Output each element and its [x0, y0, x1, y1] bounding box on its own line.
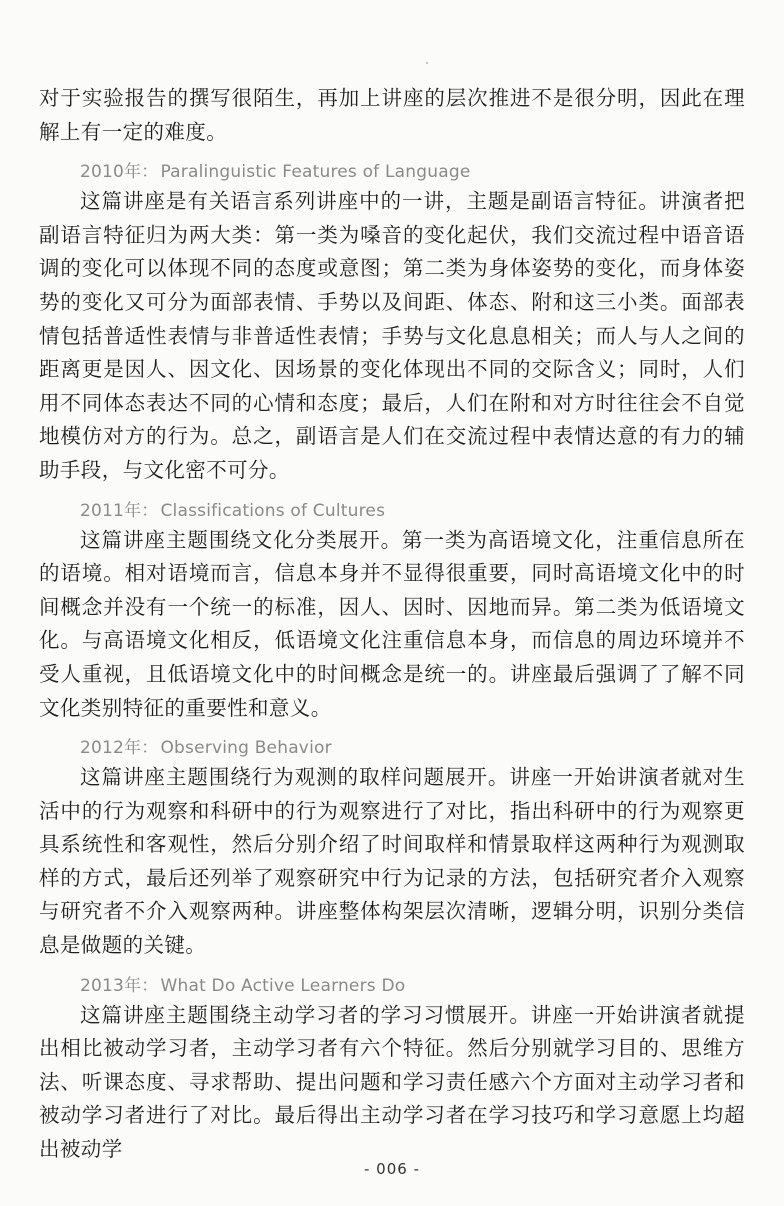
section-title: Paralinguistic Features of Language [160, 162, 471, 183]
section-heading [80, 498, 745, 524]
page-content [39, 82, 745, 1167]
section-2010 [39, 159, 745, 487]
section-heading [80, 159, 745, 185]
section-heading [80, 973, 745, 999]
section-title: What Do Active Learners Do [160, 975, 406, 996]
section-title: Classifications of Cultures [160, 500, 386, 521]
section-2011 [39, 498, 745, 726]
intro-paragraph: 对于实验报告的撰写很陌生，再加上讲座的层次推进不是很分明，因此在理解上有一定的难度。 [39, 86, 745, 144]
section-body: 这篇讲座主题围绕文化分类展开。第一类为高语境文化，注重信息所在的语境。相对语境而言，信息本身并不显得很重要，同时高语境文化中的时间概念并没有一个统一的标准，因人、因时、因地而异。第二类为低语境文化。与高语境文化相反，低语境文化注重信息本身，而信息的周边环境并不受人重视，且低语境文化中的时间概念是统一的。讲座最后强调了了解不同文化类别特征的重要性和意义。 [39, 527, 745, 720]
section-body: 这篇讲座主题围绕行为观测的取样问题展开。讲座一开始讲演者就对生活中的行为观察和科研中的行为观察进行了对比，指出科研中的行为观察更具系统性和客观性，然后分别介绍了时间取样和情景取样这两种行为观测取样的方式，最后还列举了观察研究中行为记录的方法，包括研究者介入观察与研究者不介入观察两种。讲座整体构架层次清晰，逻辑分明，识别分类信息是做题的关键。 [39, 765, 745, 958]
section-title: Observing Behavior [160, 738, 332, 759]
section-2012 [39, 735, 745, 963]
section-year: 2013年： [80, 975, 159, 996]
section-heading [80, 735, 745, 761]
section-year: 2010年： [80, 162, 159, 183]
scan-speck [426, 62, 428, 64]
section-year: 2012年： [80, 738, 159, 759]
section-body: 这篇讲座主题围绕主动学习者的学习习惯展开。讲座一开始讲演者就提出相比被动学习者，主动学习者有六个特征。然后分别就学习目的、思维方法、听课态度、寻求帮助、提出问题和学习责任感六个方面对主动学习者和被动学习者进行了对比。最后得出主动学习者在学习技巧和学习意愿上均超出被动学 [39, 1002, 745, 1162]
section-2013 [39, 973, 745, 1167]
section-body: 这篇讲座是有关语言系列讲座中的一讲，主题是副语言特征。讲演者把副语言特征归为两大类：第一类为嗓音的变化起伏，我们交流过程中语音语调的变化可以体现不同的态度或意图；第二类为身体姿势的变化，而身体姿势的变化又可分为面部表情、手势以及间距、体态、附和这三小类。面部表情包括普适性表情与非普适性表情；手势与文化息息相关；而人与人之间的距离更是因人、因文化、因场景的变化体现出不同的交际含义；同时，人们用不同体态表达不同的心情和态度；最后，人们在附和对方时往往会不自觉地模仿对方的行为。总之，副语言是人们在交流过程中表情达意的有力的辅助手段，与文化密不可分。 [39, 189, 745, 482]
section-year: 2011年： [80, 500, 159, 521]
page-number: - 006 - [364, 1160, 420, 1178]
